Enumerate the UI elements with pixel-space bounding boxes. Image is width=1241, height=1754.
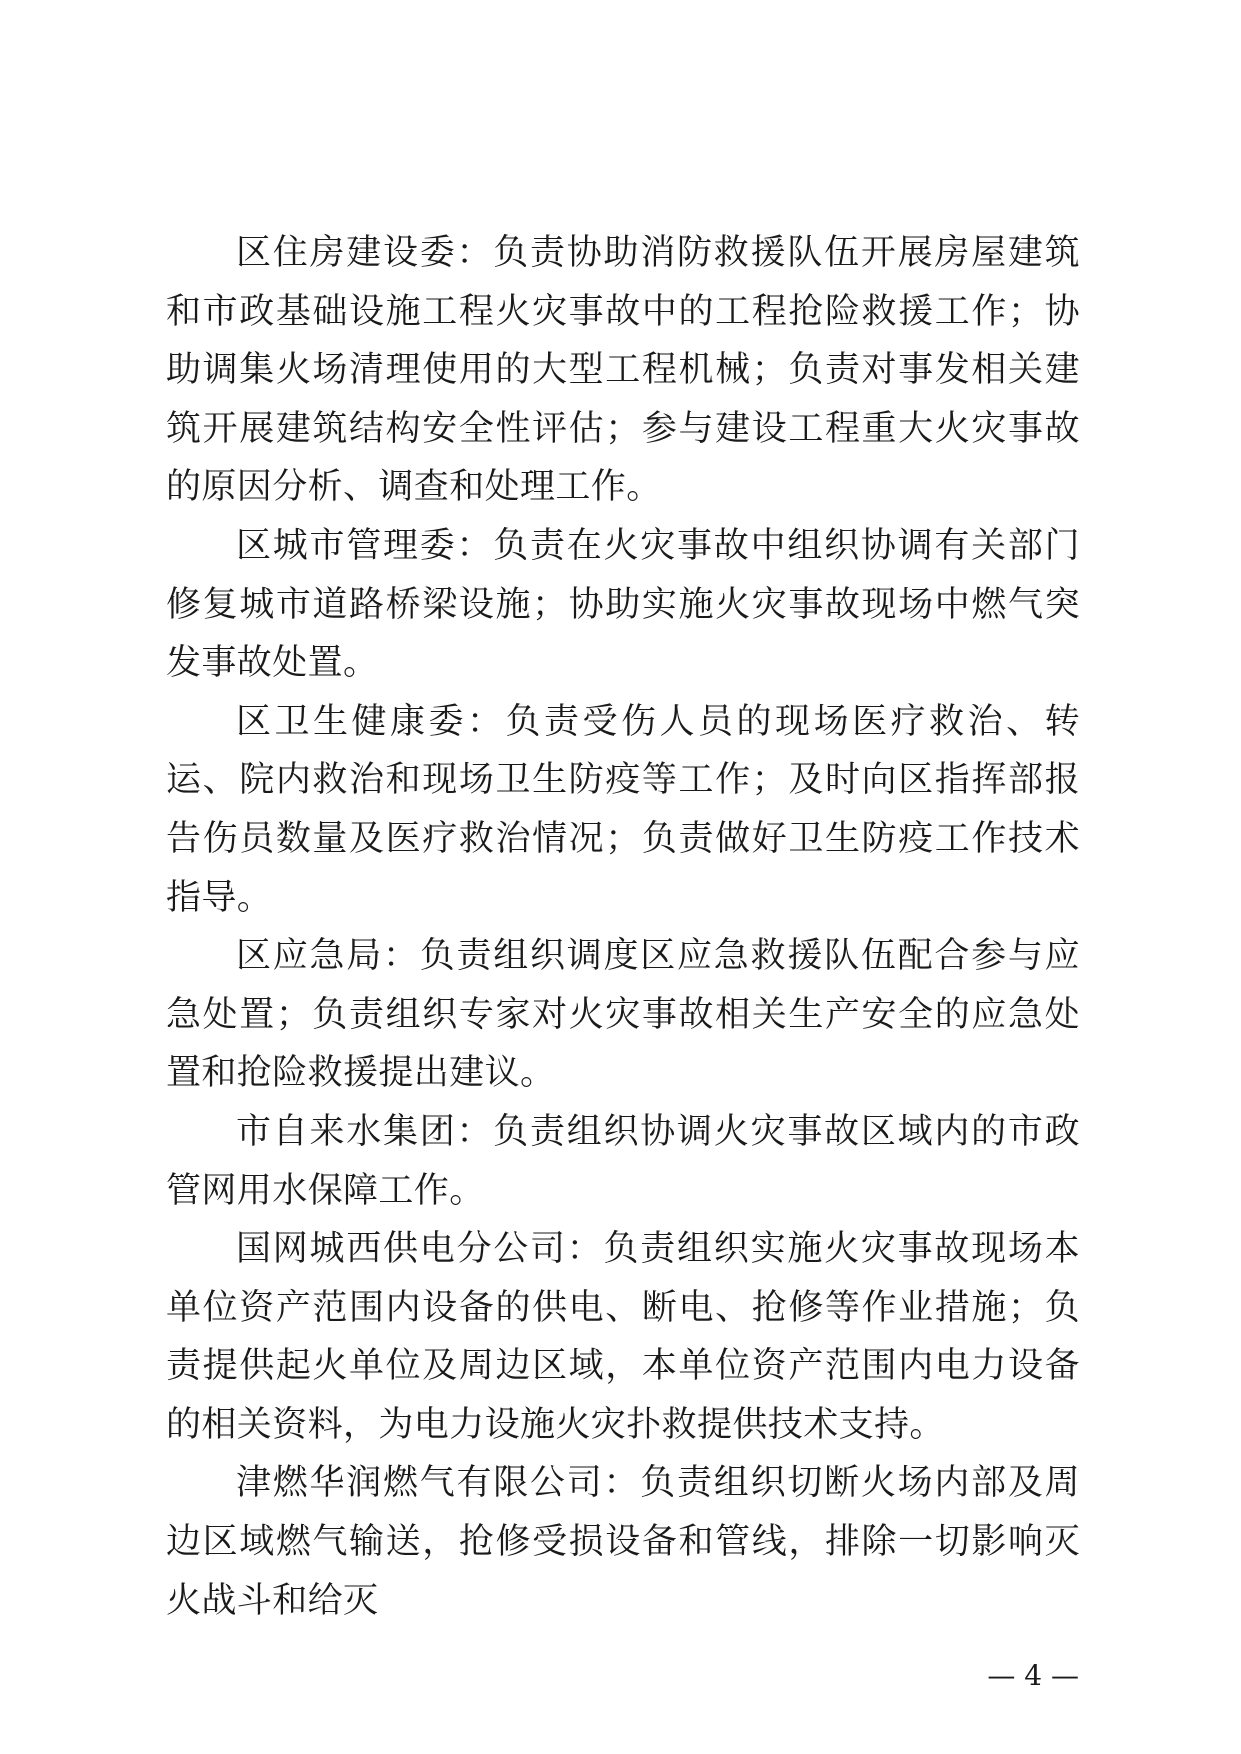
body-text [166,224,1080,1630]
paragraph-water-group: 市自来水集团：负责组织协调火灾事故区域内的市政管网用水保障工作。 [166,1111,1080,1211]
paragraph-emergency-bureau: 区应急局：负责组织调度区应急救援队伍配合参与应急处置；负责组织专家对火灾事故相关生产安全的应急处置和抢险救援提出建议。 [166,936,1080,1094]
paragraph-gas-company: 津燃华润燃气有限公司：负责组织切断火场内部及周边区域燃气输送，抢修受损设备和管线，排除一切影响灭火战斗和给灭 [166,1463,1080,1621]
paragraph-housing-construction-committee: 区住房建设委：负责协助消防救援队伍开展房屋建筑和市政基础设施工程火灾事故中的工程抢险救援工作；协助调集火场清理使用的大型工程机械；负责对事发相关建筑开展建筑结构安全性评估；参与建设工程重大火灾事故的原因分析、调查和处理工作。 [166,233,1080,508]
paragraph-power-supply-company: 国网城西供电分公司：负责组织实施火灾事故现场本单位资产范围内设备的供电、断电、抢修等作业措施；负责提供起火单位及周边区域，本单位资产范围内电力设备的相关资料，为电力设施火灾扑救提供技术支持。 [166,1229,1080,1445]
paragraph-health-committee: 区卫生健康委：负责受伤人员的现场医疗救治、转运、院内救治和现场卫生防疫等工作；及时向区指挥部报告伤员数量及医疗救治情况；负责做好卫生防疫工作技术指导。 [166,701,1080,918]
page-number: — 4 — [987,1659,1079,1692]
paragraph-city-management-committee: 区城市管理委：负责在火灾事故中组织协调有关部门修复城市道路桥梁设施；协助实施火灾事故现场中燃气突发事故处置。 [166,525,1080,684]
